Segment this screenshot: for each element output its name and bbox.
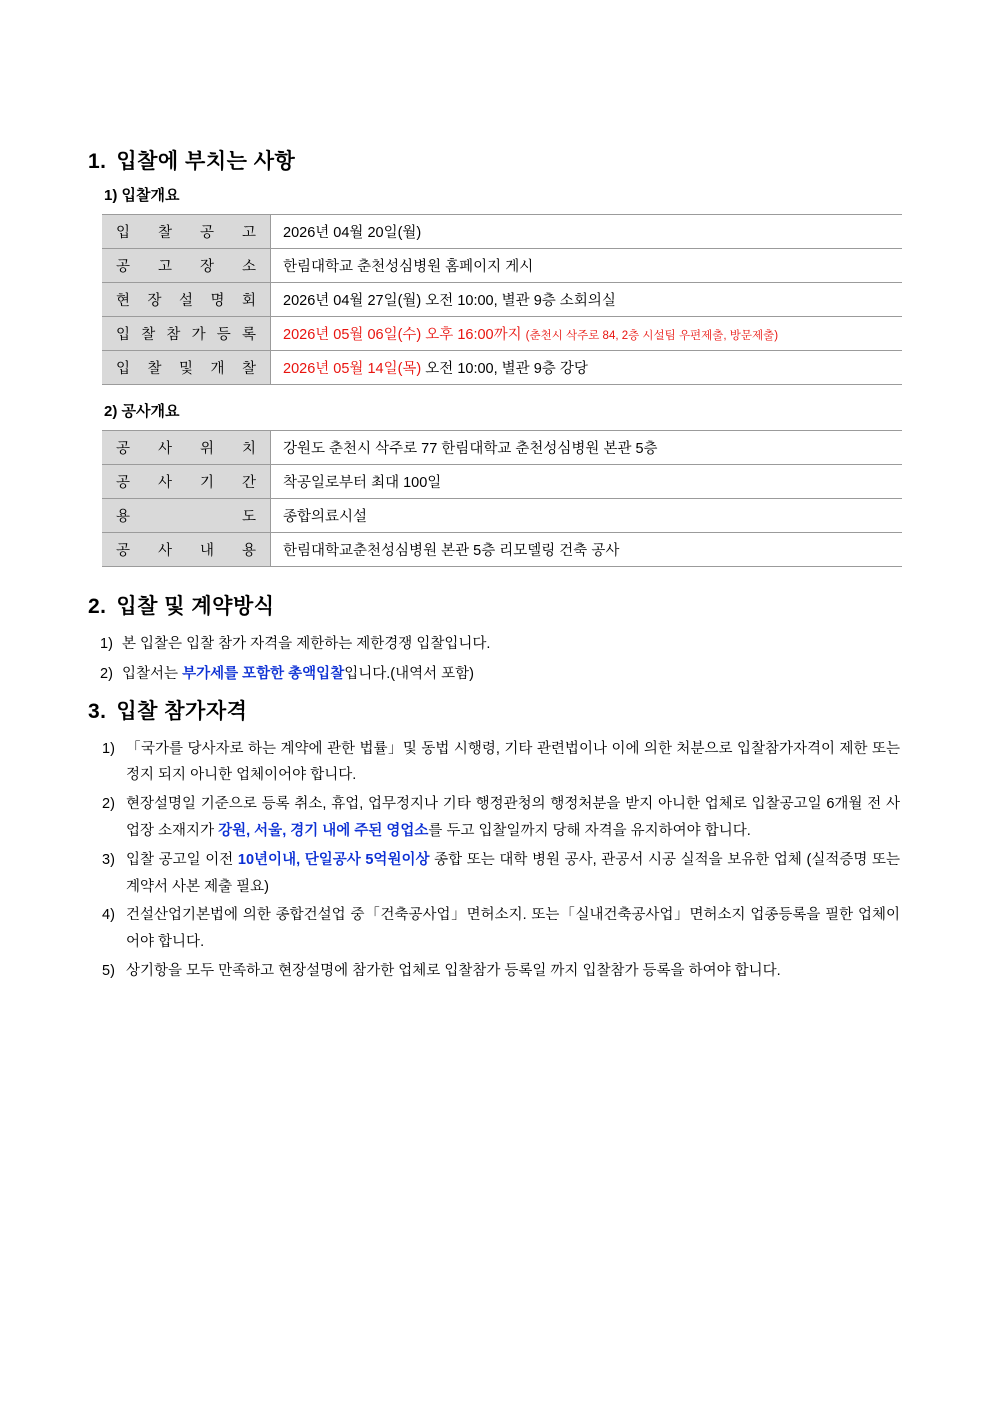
document-content [88, 148, 900, 991]
section-3-list [88, 736, 900, 985]
row-value: 2026년 04월 20일(월) [271, 215, 903, 249]
list-item [88, 847, 900, 901]
row-label: 용 도 [102, 499, 271, 533]
section-1-sub-1-heading [88, 185, 900, 206]
list-item-marker: 3) [102, 851, 115, 868]
list-item-text: 건설산업기본법에 의한 종합건설업 중「건축공사업」면허소지. 또는「실내건축공사업」면허소지 업종등록을 필한 업체이어야 합니다. [126, 907, 900, 951]
row-label: 공 사 내 용 [102, 533, 271, 567]
table-row [102, 249, 902, 283]
table-row [102, 499, 902, 533]
section-2-title: 입찰 및 계약방식 [116, 595, 275, 619]
table-row [102, 283, 902, 317]
row-value-rest: 오전 10:00, 별관 9층 강당 [421, 361, 588, 378]
section-1-sub-2-marker: 2) [104, 403, 118, 421]
list-item-marker: 1) [102, 740, 115, 757]
list-item [88, 661, 900, 688]
section-1-sub-2-title: 공사개요 [121, 403, 180, 421]
list-item-marker: 5) [102, 963, 115, 980]
list-item [88, 902, 900, 956]
row-label: 공 고 장 소 [102, 249, 271, 283]
table-row [102, 465, 902, 499]
table-row [102, 215, 902, 249]
section-3-number: 3. [88, 700, 107, 724]
table-row [102, 431, 902, 465]
row-value-note: (춘천시 삭주로 84, 2층 시설팀 우편제출, 방문제출) [525, 330, 779, 343]
row-label: 현 장 설 명 회 [102, 283, 271, 317]
row-value: 한림대학교 춘천성심병원 홈페이지 게시 [271, 249, 903, 283]
construction-overview-table [102, 430, 902, 567]
row-label: 입 찰 및 개 찰 [102, 351, 271, 385]
row-value: 한림대학교춘천성심병원 본관 5층 리모델링 건축 공사 [271, 533, 903, 567]
section-3-heading [88, 698, 900, 725]
list-item-text-highlight: 부가세를 포함한 총액입찰 [182, 666, 345, 683]
list-item-text-pre: 현장설명일 기준으로 등록 취소, 휴업, 업무정지나 기타 행정관청의 행정처분을 받지 아니한 업체로 입찰공고일 6개월 전 사업장 소재지가 [126, 796, 900, 839]
list-item [88, 631, 900, 658]
row-value: 종합의료시설 [271, 499, 903, 533]
section-2-list [88, 631, 900, 689]
list-item [88, 958, 900, 985]
row-label: 입 찰 공 고 [102, 215, 271, 249]
list-item-text-pre: 입찰서는 [122, 666, 183, 683]
section-1-number: 1. [88, 150, 107, 173]
row-value [271, 351, 903, 385]
list-item-marker: 2) [102, 796, 115, 813]
list-item [88, 736, 900, 790]
list-item-text: 「국가를 당사자로 하는 계약에 관한 법률」및 동법 시행령, 기타 관련법이나 이에 의한 처분으로 입찰참가자격이 제한 또는 정지 되지 아니한 업체이어야 합니다. [126, 740, 900, 784]
section-1-heading [88, 148, 900, 175]
row-label: 공 사 기 간 [102, 465, 271, 499]
list-item-marker: 4) [102, 907, 115, 924]
section-1-sub-2-heading [88, 401, 900, 422]
table-row [102, 317, 902, 351]
list-item-text-pre: 입찰 공고일 이전 [126, 851, 238, 868]
list-item-text: 상기항을 모두 만족하고 현장설명에 참가한 업체로 입찰참가 등록일 까지 입찰참가 등록을 하여야 합니다. [126, 963, 781, 980]
section-2-number: 2. [88, 595, 107, 619]
section-2-heading [88, 593, 900, 620]
list-item [88, 791, 900, 845]
row-label: 입 찰 참 가 등 록 [102, 317, 271, 351]
list-item-text-post: 입니다.(내역서 포함) [344, 666, 474, 683]
row-value: 2026년 04월 27일(월) 오전 10:00, 별관 9층 소회의실 [271, 283, 903, 317]
row-value: 착공일로부터 최대 100일 [271, 465, 903, 499]
row-value-highlight: 2026년 05월 14일(목) [283, 361, 422, 378]
row-value: 강원도 춘천시 삭주로 77 한림대학교 춘천성심병원 본관 5층 [271, 431, 903, 465]
section-1-title: 입찰에 부치는 사항 [116, 150, 296, 173]
bid-overview-table [102, 214, 902, 385]
list-item-text-highlight: 강원, 서울, 경기 내에 주된 영업소 [218, 822, 429, 839]
section-3-title: 입찰 참가자격 [116, 700, 248, 724]
list-item-marker: 2) [100, 666, 113, 683]
table-row [102, 351, 902, 385]
list-item-text: 본 입찰은 입찰 참가 자격을 제한하는 제한경쟁 입찰입니다. [122, 635, 491, 652]
section-3-body [88, 736, 900, 985]
row-label: 공 사 위 치 [102, 431, 271, 465]
row-value-highlight: 2026년 05월 06일(수) 오후 16:00까지 [283, 327, 522, 344]
section-1-sub-1-marker: 1) [104, 187, 118, 205]
row-value [271, 317, 903, 351]
list-item-text-post: 종합 또는 대학 병원 공사, 관공서 시공 실적을 보유한 업체 (실적증명 또는 계약서 사본 제출 필요) [126, 851, 900, 895]
section-1-sub-1-title: 입찰개요 [121, 187, 180, 205]
table-row [102, 533, 902, 567]
list-item-text-highlight: 10년이내, 단일공사 5억원이상 [237, 851, 430, 868]
list-item-marker: 1) [100, 635, 113, 652]
list-item-text-post: 를 두고 입찰일까지 당해 자격을 유지하여야 합니다. [428, 822, 751, 839]
